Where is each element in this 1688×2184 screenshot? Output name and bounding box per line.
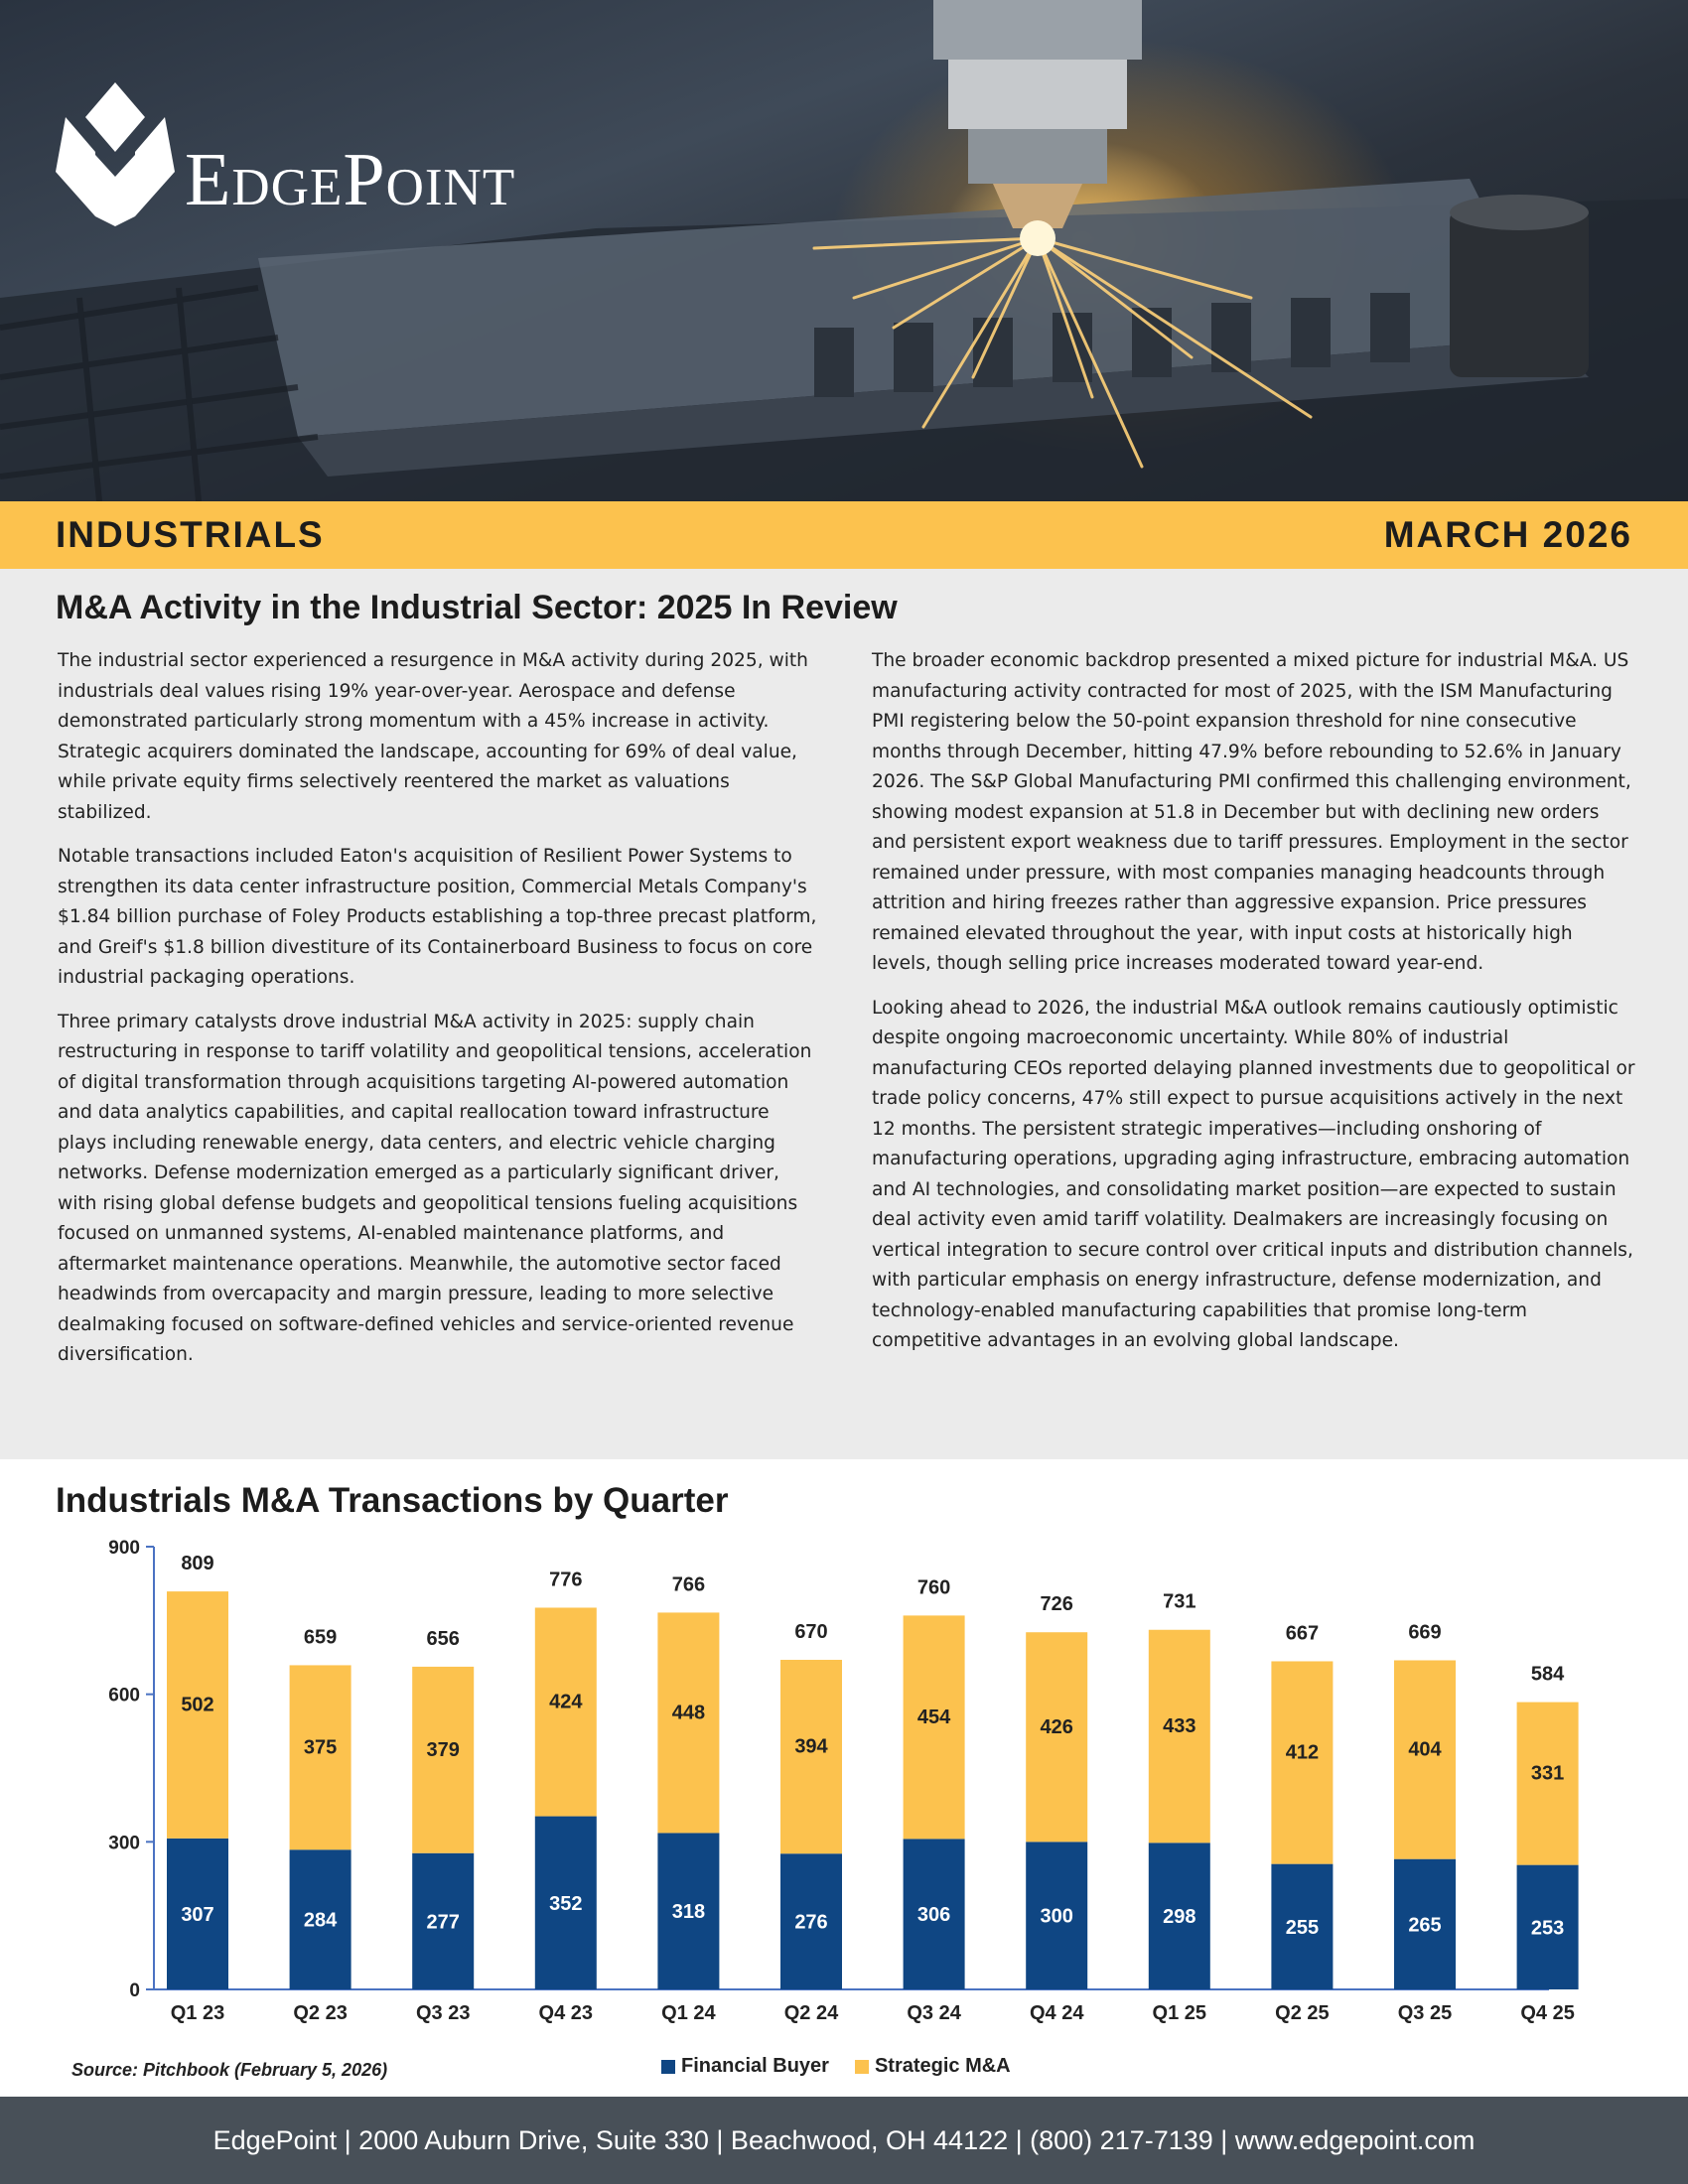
data-label-total: 809: [181, 1553, 214, 1575]
x-tick-label: Q1 24: [661, 2002, 716, 2024]
data-label-strategic: 412: [1285, 1741, 1320, 1764]
data-label-strategic: 331: [1530, 1762, 1565, 1785]
y-tick-label: 0: [129, 1980, 140, 2001]
data-label-strategic: 379: [426, 1738, 460, 1761]
data-label-total: 669: [1408, 1621, 1442, 1644]
legend-label: Financial Buyer: [681, 2055, 829, 2077]
x-tick-label: Q2 25: [1275, 2002, 1330, 2024]
data-label-strategic: 502: [181, 1694, 214, 1716]
data-label-financial: 276: [794, 1911, 828, 1934]
data-label-financial: 265: [1408, 1914, 1442, 1937]
article: [0, 569, 1688, 1459]
x-tick-label: Q2 24: [783, 2002, 839, 2024]
data-label-strategic: 426: [1040, 1715, 1073, 1738]
data-label-total: 670: [794, 1620, 828, 1643]
data-label-financial: 277: [426, 1911, 460, 1934]
brand-name: EdgePoint: [185, 138, 516, 221]
x-tick-label: Q2 23: [293, 2002, 348, 2024]
data-label-financial: 307: [181, 1903, 214, 1926]
x-tick-label: Q4 24: [1029, 2002, 1084, 2024]
data-label-total: 584: [1530, 1663, 1565, 1686]
data-label-strategic: 454: [916, 1706, 951, 1728]
data-label-financial: 352: [549, 1892, 583, 1915]
legend-swatch-strategic: [855, 2060, 869, 2074]
x-tick-label: Q4 25: [1520, 2002, 1575, 2024]
data-label-total: 659: [303, 1626, 338, 1649]
data-label-total: 760: [916, 1576, 951, 1599]
chart-title: Industrials M&A Transactions by Quarter: [56, 1481, 729, 1520]
article-right-column: [872, 646, 1636, 1371]
data-label-strategic: 433: [1163, 1715, 1196, 1738]
data-label-total: 766: [671, 1573, 706, 1596]
data-label-financial: 318: [671, 1901, 706, 1924]
paragraph: The broader economic backdrop presented a mixed picture for industrial M&A. US manufacturing activity contracted for most of 2025, with the ISM Manufacturing PMI registering below the 50-point expansion threshold for nine consecutive months through December, hitting 47.9% before rebounding to 52.6% in January 2026. The S&P Global Manufacturing PMI confirmed this challenging environment, showing modest expansion at 51.8 in December but with declining new orders and persistent export weakness due to tariff pressures. Employment in the sector remained under pressure, with most companies managing headcounts through attrition and hiring freezes rather than aggressive expansion. Price pressures remained elevated throughout the year, with input costs at historically high levels, though selling price increases moderated toward year-end.: [872, 650, 1631, 974]
article-left-column: [58, 646, 822, 1385]
legend-item-strategic: [855, 2055, 1011, 2078]
stacked-bar-chart: [0, 1519, 1688, 2055]
data-label-total: 656: [426, 1627, 460, 1650]
data-label-financial: 300: [1040, 1905, 1073, 1928]
issue-date: MARCH 2026: [1383, 514, 1632, 555]
chart-legend: [661, 2055, 1011, 2078]
legend-label: Strategic M&A: [874, 2055, 1011, 2077]
legend-item-financial: [661, 2055, 829, 2078]
paragraph: Notable transactions included Eaton's acquisition of Resilient Power Systems to strengthen its data center infrastructure position, Commercial Metals Company's $1.84 billion purchase of Foley Products establishing a top-three precast platform, and Greif's $1.8 billion divestiture of its Containerboard Business to focus on core industrial packaging operations.: [58, 846, 817, 988]
x-tick-label: Q4 23: [538, 2002, 594, 2024]
data-label-financial: 284: [303, 1909, 338, 1932]
footer-contact: EdgePoint | 2000 Auburn Drive, Suite 330 | Beachwood, OH 44122 | (800) 217-7139 | www.edgepoint.com: [212, 2124, 1476, 2155]
edgepoint-logo: [56, 77, 671, 226]
x-tick-label: Q3 23: [415, 2002, 471, 2024]
x-tick-label: Q3 24: [907, 2002, 961, 2024]
data-label-total: 731: [1163, 1590, 1196, 1613]
paragraph: Three primary catalysts drove industrial M&A activity in 2025: supply chain restructuring in response to tariff volatility and geopolitical tensions, acceleration of digital transformation through acquisitions targeting AI-powered automation and data analytics capabilities, and capital reallocation toward infrastructure plays including renewable energy, data centers, and electric vehicle charging networks. Defense modernization emerged as a particularly significant driver, with rising global defense budgets and geopolitical tensions fueling acquisitions focused on unmanned systems, AI-enabled maintenance platforms, and aftermarket maintenance operations. Meanwhile, the automotive sector faced headwinds from overcapacity and margin pressure, leading to more selective dealmaking focused on software-defined vehicles and service-oriented revenue diversification.: [58, 1011, 812, 1365]
data-label-financial: 255: [1285, 1916, 1320, 1939]
hero-illustration: [0, 0, 1688, 501]
y-tick-label: 900: [108, 1538, 140, 1559]
data-label-strategic: 424: [549, 1691, 583, 1713]
data-label-total: 667: [1285, 1622, 1320, 1645]
data-label-total: 776: [549, 1569, 583, 1591]
paragraph: The industrial sector experienced a resurgence in M&A activity during 2025, with industrials deal values rising 19% year-over-year. Aerospace and defense demonstrated particularly strong momentum with a 45% increase in activity. Strategic acquirers dominated the landscape, accounting for 69% of deal value, while private equity firms selectively reentered the market as valuations stabilized.: [58, 650, 808, 823]
paragraph: Looking ahead to 2026, the industrial M&A outlook remains cautiously optimistic despite ongoing macroeconomic uncertainty. While 80% of industrial manufacturing CEOs reported delaying planned investments due to geopolitical or trade policy concerns, 47% still expect to pursue acquisitions actively in the next 12 months. The persistent strategic imperatives—including onshoring of manufacturing operations, upgrading aging infrastructure, embracing automation and AI technologies, and consolidating market position—are expected to sustain deal activity even amid tariff volatility. Dealmakers are increasingly focusing on vertical integration to secure control over critical inputs and distribution channels, with particular emphasis on energy infrastructure, defense modernization, and technology-enabled manufacturing capabilities that promise long-term competitive advantages in an evolving global landscape.: [872, 997, 1635, 1351]
data-label-strategic: 394: [794, 1735, 828, 1758]
data-label-strategic: 448: [671, 1702, 706, 1724]
data-label-financial: 306: [916, 1904, 951, 1927]
x-tick-label: Q3 25: [1397, 2002, 1453, 2024]
section-band: [0, 501, 1688, 569]
x-tick-label: Q1 25: [1152, 2002, 1207, 2024]
x-tick-label: Q1 23: [170, 2002, 225, 2024]
data-label-total: 726: [1040, 1593, 1073, 1616]
article-title: M&A Activity in the Industrial Sector: 2025 In Review: [56, 589, 898, 626]
data-label-financial: 298: [1163, 1906, 1196, 1929]
logo-mark-icon: [56, 77, 195, 226]
data-label-strategic: 404: [1408, 1738, 1442, 1761]
y-tick-label: 600: [108, 1685, 140, 1706]
hero-image: [0, 0, 1688, 501]
data-label-strategic: 375: [303, 1736, 338, 1759]
chart-source: Source: Pitchbook (February 5, 2026): [71, 2060, 388, 2080]
y-tick-label: 300: [108, 1833, 140, 1854]
legend-swatch-financial: [661, 2060, 675, 2074]
sector-label: INDUSTRIALS: [56, 514, 325, 555]
footer: [0, 2097, 1688, 2184]
data-label-financial: 253: [1530, 1917, 1565, 1940]
